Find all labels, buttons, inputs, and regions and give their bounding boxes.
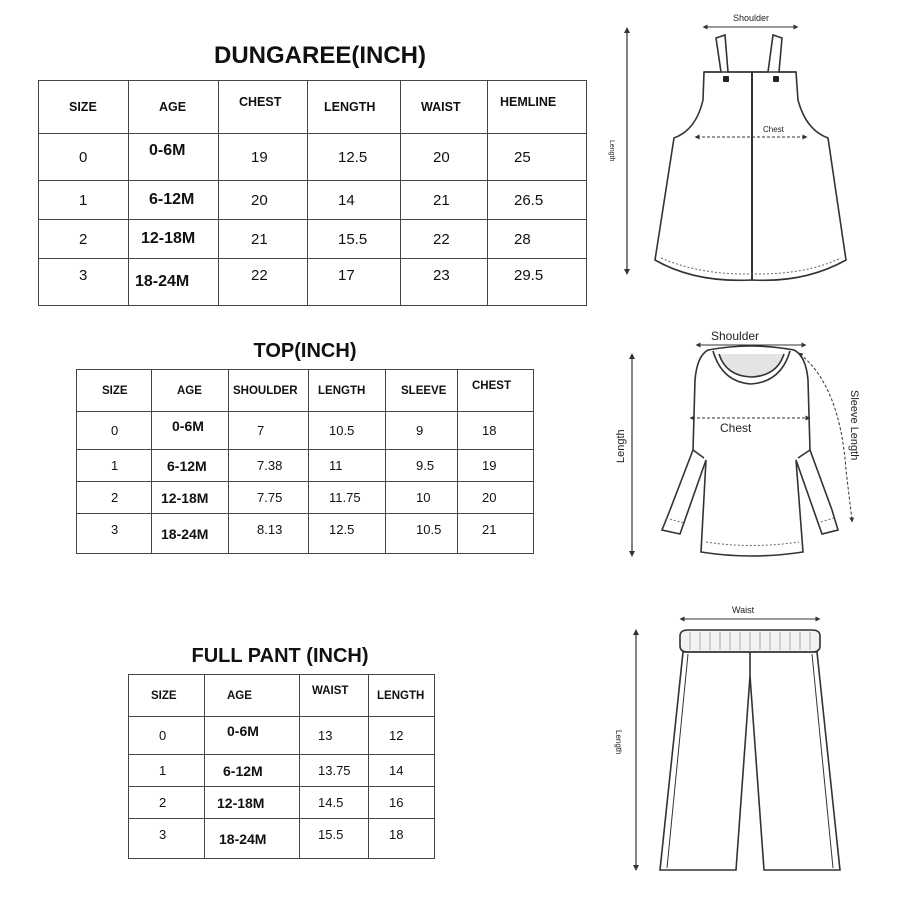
- top-size-table: [76, 369, 534, 554]
- cell-age: 0-6M: [152, 412, 229, 450]
- cell-chest: 19: [219, 134, 308, 181]
- cell-shoulder: 8.13: [229, 514, 309, 554]
- cell-waist: 22: [401, 220, 488, 259]
- cell-length: 14: [369, 755, 435, 787]
- cell-size: 1: [77, 450, 152, 482]
- header-chest: CHEST: [219, 81, 308, 134]
- pant-size-table: [128, 674, 435, 859]
- header-size: SIZE: [39, 81, 129, 134]
- table-header-row: [129, 675, 435, 717]
- cell-size: 3: [129, 819, 205, 859]
- top-outline-icon: [662, 346, 838, 556]
- table-row: [39, 220, 587, 259]
- length-label: Length: [615, 429, 627, 463]
- chest-label: Chest: [763, 125, 784, 134]
- cell-age: 18-24M: [152, 514, 229, 554]
- cell-length: 14: [308, 181, 401, 220]
- cell-hemline: 26.5: [488, 181, 587, 220]
- cell-waist: 15.5: [300, 819, 369, 859]
- cell-age: 0-6M: [129, 134, 219, 181]
- cell-length: 15.5: [308, 220, 401, 259]
- cell-length: 12: [369, 717, 435, 755]
- header-age: AGE: [205, 675, 300, 717]
- cell-waist: 21: [401, 181, 488, 220]
- cell-length: 12.5: [308, 134, 401, 181]
- cell-age: 12-18M: [205, 787, 300, 819]
- table-row: [39, 134, 587, 181]
- header-waist: WAIST: [300, 675, 369, 717]
- cell-size: 0: [39, 134, 129, 181]
- cell-chest: 19: [458, 450, 534, 482]
- cell-age: 6-12M: [152, 450, 229, 482]
- cell-size: 0: [77, 412, 152, 450]
- dungaree-outline-icon: [655, 35, 846, 280]
- sleeve-length-label: Sleeve Length: [848, 390, 860, 461]
- cell-waist: 13: [300, 717, 369, 755]
- table-row: [77, 412, 534, 450]
- cell-size: 3: [39, 259, 129, 306]
- cell-length: 18: [369, 819, 435, 859]
- cell-sleeve: 10.5: [386, 514, 458, 554]
- header-length: LENGTH: [369, 675, 435, 717]
- table-row: [77, 482, 534, 514]
- header-chest: CHEST: [458, 370, 534, 412]
- header-age: AGE: [129, 81, 219, 134]
- header-length: LENGTH: [309, 370, 386, 412]
- cell-waist: 14.5: [300, 787, 369, 819]
- table-row: [77, 450, 534, 482]
- shoulder-label: Shoulder: [733, 13, 770, 23]
- top-diagram: [600, 320, 900, 570]
- pant-title: FULL PANT (INCH): [191, 645, 369, 667]
- cell-size: 0: [129, 717, 205, 755]
- table-row: [77, 514, 534, 554]
- header-waist: WAIST: [401, 81, 488, 134]
- cell-length: 16: [369, 787, 435, 819]
- cell-waist: 13.75: [300, 755, 369, 787]
- cell-length: 11: [309, 450, 386, 482]
- cell-size: 1: [129, 755, 205, 787]
- cell-length: 11.75: [309, 482, 386, 514]
- dungaree-diagram: [600, 0, 900, 300]
- cell-length: 17: [308, 259, 401, 306]
- cell-size: 2: [129, 787, 205, 819]
- cell-size: 2: [39, 220, 129, 259]
- cell-chest: 18: [458, 412, 534, 450]
- dungaree-size-table: [38, 80, 587, 306]
- cell-size: 2: [77, 482, 152, 514]
- table-row: [39, 181, 587, 220]
- header-hemline: HEMLINE: [488, 81, 587, 134]
- chest-label: Chest: [720, 421, 752, 435]
- cell-waist: 23: [401, 259, 488, 306]
- cell-age: 6-12M: [205, 755, 300, 787]
- cell-chest: 21: [219, 220, 308, 259]
- cell-waist: 20: [401, 134, 488, 181]
- cell-age: 12-18M: [129, 220, 219, 259]
- cell-size: 3: [77, 514, 152, 554]
- table-row: [129, 787, 435, 819]
- cell-length: 10.5: [309, 412, 386, 450]
- top-title: TOP(INCH): [253, 340, 357, 362]
- cell-chest: 22: [219, 259, 308, 306]
- table-row: [129, 819, 435, 859]
- pant-diagram: [600, 590, 900, 890]
- header-size: SIZE: [77, 370, 152, 412]
- cell-age: 12-18M: [152, 482, 229, 514]
- cell-age: 18-24M: [205, 819, 300, 859]
- cell-hemline: 29.5: [488, 259, 587, 306]
- header-age: AGE: [152, 370, 229, 412]
- cell-age: 18-24M: [129, 259, 219, 306]
- cell-sleeve: 9: [386, 412, 458, 450]
- cell-chest: 20: [219, 181, 308, 220]
- dungaree-title: DUNGAREE(INCH): [214, 42, 426, 69]
- table-header-row: [39, 81, 587, 134]
- header-shoulder: SHOULDER: [229, 370, 309, 412]
- cell-sleeve: 9.5: [386, 450, 458, 482]
- cell-size: 1: [39, 181, 129, 220]
- cell-shoulder: 7.75: [229, 482, 309, 514]
- cell-sleeve: 10: [386, 482, 458, 514]
- cell-age: 0-6M: [205, 717, 300, 755]
- header-sleeve: SLEEVE: [386, 370, 458, 412]
- cell-chest: 21: [458, 514, 534, 554]
- cell-shoulder: 7: [229, 412, 309, 450]
- cell-hemline: 25: [488, 134, 587, 181]
- table-row: [39, 259, 587, 306]
- waist-label: Waist: [732, 605, 755, 615]
- cell-chest: 20: [458, 482, 534, 514]
- cell-length: 12.5: [309, 514, 386, 554]
- table-header-row: [77, 370, 534, 412]
- length-label: Length: [608, 140, 615, 162]
- cell-hemline: 28: [488, 220, 587, 259]
- shoulder-label: Shoulder: [711, 329, 760, 343]
- table-row: [129, 755, 435, 787]
- cell-shoulder: 7.38: [229, 450, 309, 482]
- length-label: Length: [614, 730, 623, 755]
- cell-age: 6-12M: [129, 181, 219, 220]
- table-row: [129, 717, 435, 755]
- header-size: SIZE: [129, 675, 205, 717]
- header-length: LENGTH: [308, 81, 401, 134]
